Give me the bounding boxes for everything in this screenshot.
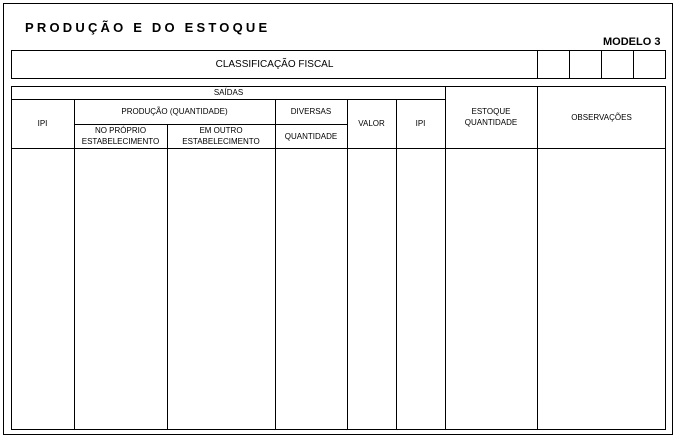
proprio-estabelecimento-header: [74, 124, 167, 148]
ipi-right-header: IPI: [415, 119, 426, 128]
observacoes-header: OBSERVAÇÕES: [571, 112, 632, 122]
col-divider: [347, 99, 348, 430]
outro-line1: EM OUTRO: [199, 126, 243, 135]
outro-line2: ESTABELECIMENTO: [182, 137, 260, 146]
cf-divider: [633, 50, 634, 79]
classificacao-fiscal-label: CLASSIFICAÇÃO FISCAL: [215, 59, 334, 70]
outro-estabelecimento-header: [167, 124, 275, 148]
ipi-left-header: IPI: [37, 119, 48, 128]
saidas-header: SAÍDAS: [213, 88, 244, 97]
estoque-line1: ESTOQUE: [471, 107, 511, 116]
producao-header: PRODUÇÃO (QUANTIDADE): [121, 107, 228, 116]
form-title: PRODUÇÃO E DO ESTOQUE: [25, 20, 271, 35]
proprio-line2: ESTABELECIMENTO: [81, 137, 160, 146]
diversas-header: DIVERSAS: [290, 107, 332, 116]
col-divider: [396, 99, 397, 430]
valor-header: VALOR: [358, 119, 385, 128]
header-bottom-line: [11, 148, 666, 149]
model-label: MODELO 3: [603, 36, 661, 48]
estoque-line2: QUANTIDADE: [464, 118, 518, 127]
cf-divider: [601, 50, 602, 79]
quantidade-header: QUANTIDADE: [284, 131, 338, 141]
col-divider: [275, 99, 276, 430]
col-divider: [74, 99, 75, 430]
col-divider: [167, 124, 168, 430]
proprio-line1: NO PRÓPRIO: [94, 126, 147, 135]
estoque-quantidade-header: [445, 86, 537, 148]
cf-divider: [569, 50, 570, 79]
